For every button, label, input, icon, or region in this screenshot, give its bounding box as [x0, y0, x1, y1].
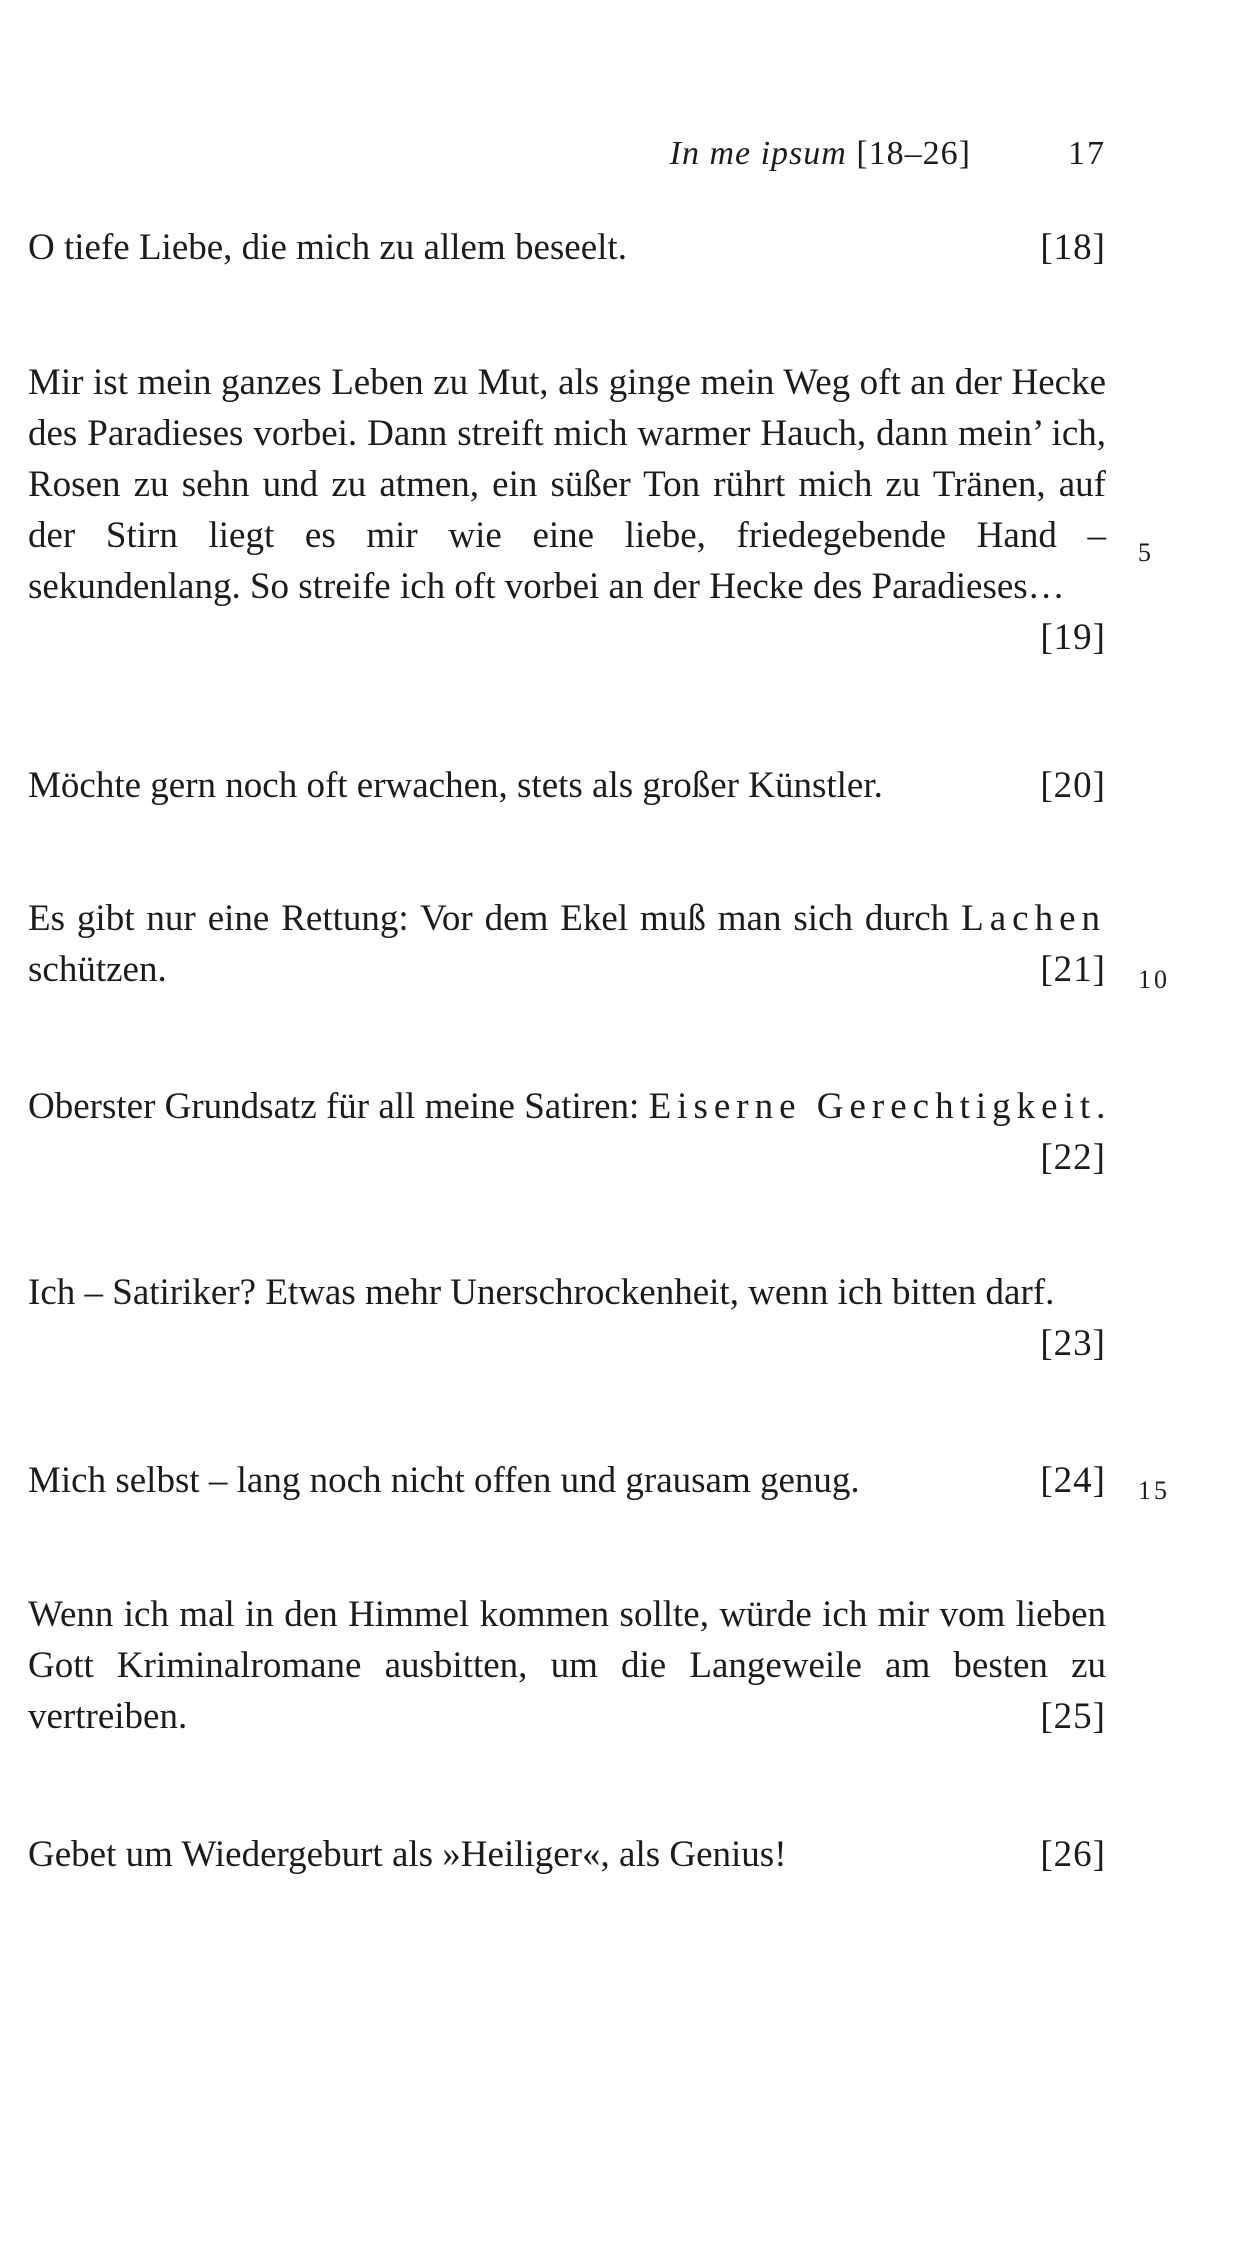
aphorism-text: Mir ist mein ganzes Leben zu Mut, als ginge mein Weg oft an der Hecke des Paradieses vorbei. Dann streift mich warmer Hauch, dann mein’ ich, Rosen zu sehn und zu atmen, ein süßer Ton rührt mich zu Tränen, auf der Stirn liegt es mir wie eine liebe, friedegebende Hand – sekundenlang. So streife ich oft vorbei an der Hecke des Paradieses… [28, 362, 1106, 607]
aphorism-19 [28, 357, 1106, 663]
aphorism-text-after: schützen. [28, 949, 167, 990]
line-number-5: 5 [1138, 538, 1154, 567]
aphorism-21 [28, 893, 1106, 995]
aphorism-22 [28, 1081, 1106, 1183]
running-header [28, 130, 1106, 178]
aphorism-20 [28, 760, 1106, 811]
line-number-10: 10 [1138, 965, 1170, 994]
aphorism-text: Möchte gern noch oft erwachen, stets als großer Künstler. [28, 765, 883, 806]
aphorism-number: [25] [1040, 1696, 1106, 1737]
aphorism-text: O tiefe Liebe, die mich zu allem beseelt. [28, 227, 627, 268]
aphorism-text-before: Es gibt nur eine Rettung: Vor dem Ekel muß man sich durch [28, 898, 962, 939]
aphorism-emphasis: Lachen [961, 898, 1106, 939]
aphorism-24 [28, 1455, 1106, 1506]
aphorism-23 [28, 1267, 1106, 1369]
aphorism-text-after: . [1096, 1086, 1106, 1127]
page-number: 17 [1068, 135, 1106, 172]
aphorism-text-before: Oberster Grundsatz für all meine Satiren: [28, 1086, 649, 1127]
line-number-15: 15 [1138, 1476, 1170, 1505]
aphorism-text: Mich selbst – lang noch nicht offen und grausam genug. [28, 1460, 860, 1501]
aphorism-number: [21] [1040, 949, 1106, 990]
aphorism-text: Ich – Satiriker? Etwas mehr Unerschrockenheit, wenn ich bitten darf. [28, 1272, 1055, 1313]
aphorism-26 [28, 1829, 1106, 1880]
aphorism-number: [26] [1040, 1834, 1106, 1875]
running-title-text: In me ipsum [669, 135, 847, 172]
aphorism-text: Wenn ich mal in den Himmel kommen sollte, würde ich mir vom lieben Gott Kriminalromane ausbitten, um die Langeweile am besten zu vertreiben. [28, 1594, 1106, 1737]
aphorism-text: Gebet um Wiedergeburt als »Heiliger«, als Genius! [28, 1834, 787, 1875]
aphorism-number: [18] [1040, 227, 1106, 268]
aphorism-number: [22] [1040, 1137, 1106, 1178]
aphorism-25 [28, 1589, 1106, 1742]
aphorism-number: [20] [1040, 765, 1106, 806]
running-title-range: [18–26] [856, 135, 971, 172]
aphorism-emphasis: Eiserne Gerechtigkeit [648, 1086, 1097, 1127]
running-title [670, 130, 971, 178]
aphorism-number: [19] [1040, 617, 1106, 658]
aphorism-number: [24] [1040, 1460, 1106, 1501]
aphorism-18 [28, 222, 1106, 273]
aphorism-number: [23] [1040, 1323, 1106, 1364]
